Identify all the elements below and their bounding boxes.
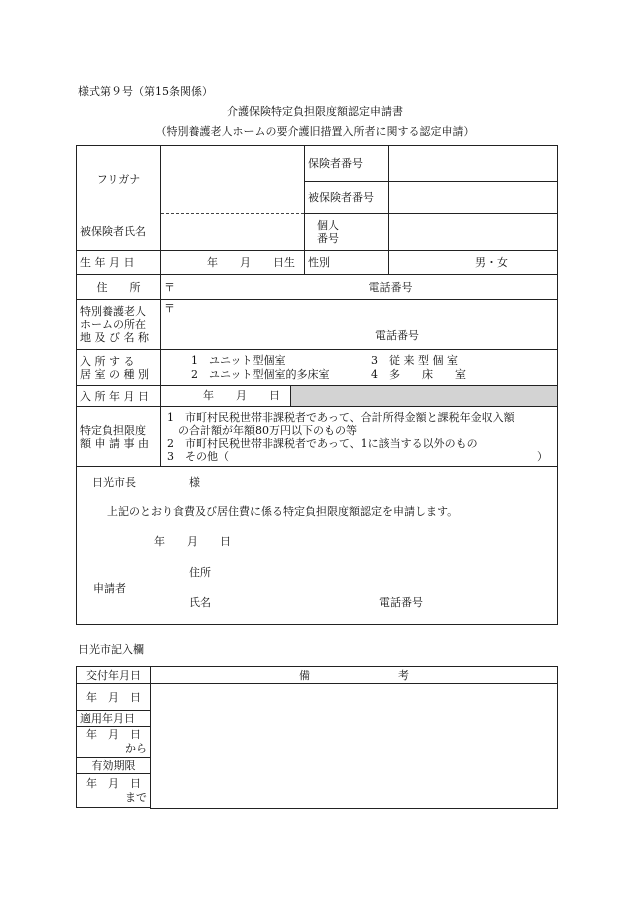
office-use-table — [76, 666, 558, 809]
honorific: 様 — [189, 476, 200, 489]
facility-label: 特別養護老人 ホームの所在 地 及 び 名 称 — [77, 300, 161, 350]
gender-label: 性別 — [305, 251, 389, 275]
facility-field[interactable] — [161, 300, 558, 350]
reason-label: 特定負担限度 額 申 請 事 由 — [77, 407, 161, 467]
room-option-conventional-private[interactable]: 3 従 来 型 個 室 — [371, 353, 458, 367]
form-subtitle: （特別養護老人ホームの要介護旧措置入所者に関する認定申請） — [155, 125, 475, 138]
address-phone-label: 電話番号 — [368, 280, 413, 294]
insurer-number-label: 保険者番号 — [305, 146, 389, 182]
admission-date-field[interactable]: 年 月 日 — [161, 386, 558, 407]
form-title: 介護保険特定負担限度額認定申請書 — [227, 105, 403, 118]
validity-label: 有効期限 — [77, 758, 151, 774]
applicant-address-label: 住所 — [189, 566, 211, 579]
declaration-statement: 上記のとおり食費及び居住費に係る特定負担限度額認定を申請します。 — [107, 505, 459, 518]
remarks-field[interactable] — [151, 684, 558, 809]
personal-number-label: 個人 番号 — [305, 214, 389, 251]
room-type-options — [161, 350, 558, 386]
address-label: 住 所 — [77, 275, 161, 300]
facility-postal-mark: 〒 — [164, 302, 175, 315]
issue-date-label: 交付年月日 — [77, 667, 151, 684]
insured-name-field[interactable] — [161, 214, 305, 251]
issue-date-field[interactable]: 年 月 日 — [77, 684, 151, 711]
gender-field[interactable]: 男・女 — [389, 251, 558, 275]
room-option-unit-semi-private[interactable]: 2 ユニット型個室的多床室 — [191, 367, 330, 381]
addressee: 日光市長 — [92, 476, 136, 489]
admission-date-label: 入 所 年 月 日 — [77, 386, 161, 407]
reason-option-1-cont: の合計額が年額80万円以下のもの等 — [167, 423, 357, 437]
furigana-field[interactable] — [161, 146, 305, 214]
form-number: 様式第９号（第15条関係） — [78, 85, 213, 98]
personal-number-field[interactable] — [389, 214, 558, 251]
office-section-title: 日光市記入欄 — [78, 643, 144, 656]
reason-option-1[interactable]: 1 市町村民税世帯非課税者であって、合計所得金額と課税年金収入額 — [167, 410, 515, 424]
birth-field[interactable]: 年 月 日生 — [161, 251, 305, 275]
reason-option-2[interactable]: 2 市町村民税世帯非課税者であって、1に該当する以外のもの — [167, 436, 478, 450]
applicant-name-label: 氏名 — [189, 596, 211, 609]
application-form-table — [76, 145, 558, 625]
birth-label: 生 年 月 日 — [77, 251, 161, 275]
insured-number-field[interactable] — [389, 182, 558, 214]
room-type-label: 入 所 す る 居 室 の 種 別 — [77, 350, 161, 386]
reason-options — [161, 407, 558, 467]
address-field[interactable] — [161, 275, 558, 300]
insurer-number-field[interactable] — [389, 146, 558, 182]
furigana-label: フリガナ — [77, 146, 161, 214]
insured-number-label: 被保険者番号 — [305, 182, 389, 214]
facility-phone-label: 電話番号 — [375, 329, 419, 342]
declaration-date[interactable]: 年 月 日 — [154, 535, 231, 548]
room-option-unit-private[interactable]: 1 ユニット型個室 — [191, 353, 286, 367]
reason-option-3[interactable]: 3 その他（ ） — [167, 449, 548, 463]
declaration-block — [77, 467, 558, 625]
validity-field[interactable]: 年 月 日 まで — [77, 774, 151, 808]
applicant-phone-label: 電話番号 — [379, 596, 423, 609]
insured-name-label: 被保険者氏名 — [77, 214, 161, 251]
room-option-multi-bed[interactable]: 4 多 床 室 — [371, 367, 466, 381]
applicant-label: 申請者 — [93, 582, 126, 595]
remarks-label: 備 考 — [151, 667, 558, 684]
postal-mark: 〒 — [164, 280, 175, 294]
apply-date-label: 適用年月日 — [77, 711, 151, 727]
apply-date-field[interactable]: 年 月 日 から — [77, 727, 151, 758]
